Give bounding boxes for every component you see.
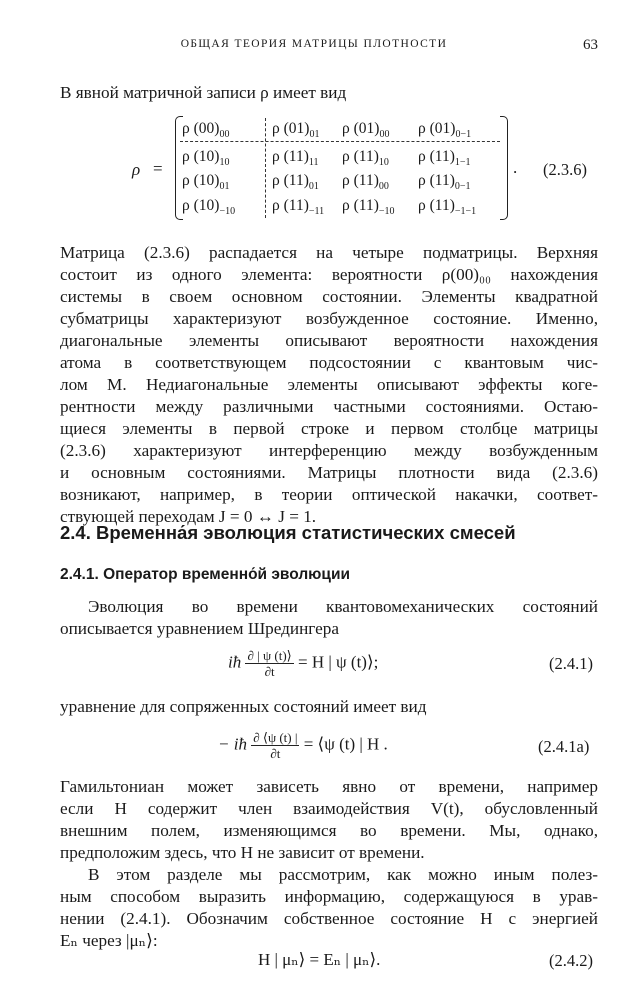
paragraph-line: возникают, например, в теории оптической накачки, соответ- [60,485,598,504]
density-matrix-equation [120,112,530,224]
matrix-cell: ρ $(11)_{-1-1}$ [418,197,477,218]
matrix-period: . [513,158,518,177]
matrix-cell: ρ $(11)_{-10}$ [342,197,395,218]
matrix-cell: ρ $(11)_{-11}$ [272,197,325,218]
paragraph-line: субматрицы характеризуют возбужденное состояние. Именно, [60,309,598,328]
matrix-cell: ρ $(01)_{0-1}$ [418,120,472,141]
matrix-cell: ρ $(11)_{0-1}$ [418,172,471,193]
paragraph-line: и основным состояниями. Матрицы плотности вида (2.3.6) [60,463,598,482]
running-title: ОБЩАЯ ТЕОРИЯ МАТРИЦЫ ПЛОТНОСТИ [180,38,448,50]
paragraph-line: если H содержит член взаимодействия V(t), обусловленный [60,799,598,818]
matrix-cell: ρ $(11)_{01}$ [272,172,319,193]
eigenvalue-equation: H | μₙ⟩ = Eₙ | μₙ⟩. [258,950,381,969]
matrix-cell: ρ $(01)_{01}$ [272,120,320,141]
paragraph-line: ствующей переходам J = 0 ↔ J = 1. [60,507,317,526]
paragraph-line: системы в своем основном состоянии. Элементы квадратной [60,287,598,306]
matrix-cell: ρ $(01)_{00}$ [342,120,390,141]
eq-prefix: iħ [228,652,242,672]
matrix-cell: ρ $(10)_{01}$ [182,172,230,193]
matrix-cell: ρ $(10)_{10}$ [182,148,230,169]
page-number: 63 [583,37,598,53]
paragraph-line: лом M. Недиагональные элементы описывают эффекты коге- [60,375,598,394]
paragraph-line: рентности между различными частными состояниями. Остаю- [60,397,598,416]
matrix-cell: ρ $(00)_{00}$ [182,120,230,141]
matrix-cell: ρ $(11)_{10}$ [342,148,389,169]
paragraph-line: состоит из одного элемента: вероятности ρ(00)₀₀ нахождения [60,265,598,284]
fraction: $\frac{\partial | \psi (t)⟩}{\partial t}$ [247,648,292,679]
paragraph-line: В этом разделе мы рассмотрим, как можно иным полез- [88,865,598,884]
fraction: $\frac{\partial ⟨\psi (t) |}{\partial t}$ [253,730,298,761]
equation-number: (2.3.6) [543,160,587,179]
paragraph-line: атома в соответствующем подсостоянии с квантовым чис- [60,353,598,372]
paragraph-line: Эволюция во времени квантовомеханических состояний [88,597,598,616]
matrix-cell: ρ $(10)_{-10}$ [182,197,236,218]
paragraph-line: Eₙ через |μₙ⟩: [60,931,158,950]
paragraph-line: Матрица (2.3.6) распадается на четыре подматрицы. Верхняя [60,243,598,262]
paragraph-line: нении (2.4.1). Обозначим собственное состояние H с энергией [60,909,598,928]
paragraph-line: диагональные элементы описывают вероятности нахождения [60,331,598,350]
matrix-right-bracket [500,116,508,220]
equation-number: (2.4.1) [549,654,593,673]
paragraph-line: внешним полем, изменяющимся во времени. Мы, однако, [60,821,598,840]
intro-line: В явной матричной записи ρ имеет вид [60,83,347,102]
eq-rhs: = H | ψ (t)⟩; [298,652,379,672]
matrix-vertical-divider [265,118,266,218]
equation-number: (2.4.1a) [538,737,590,756]
running-head [0,38,628,58]
paragraph-line: (2.3.6) характеризуют интерференцию между возбужденным [60,441,598,460]
matrix-cell: ρ $(11)_{1-1}$ [418,148,471,169]
paragraph-line: щиеся элементы в первой строке и первом столбце матрицы [60,419,598,438]
section-heading: 2.4. Временна́я эволюция статистических смесей [60,522,516,543]
eq-rhs: = ⟨ψ (t) | H . [303,734,388,754]
schrodinger-equation [228,648,378,679]
paragraph-line: Гамильтониан может зависеть явно от времени, например [60,777,598,796]
paragraph-line: ным способом выразить информацию, содержащуюся в урав- [60,887,598,906]
matrix-horizontal-divider [180,141,500,142]
matrix-equals: = [153,159,163,178]
paragraph-line: описывается уравнением Шредингера [60,619,339,638]
conjugate-equation [218,730,388,761]
matrix-lhs: ρ [132,160,141,179]
subsection-heading: 2.4.1. Оператор временно́й эволюции [60,566,351,583]
equation-number: (2.4.2) [549,951,593,970]
eq-prefix: − iħ [218,734,247,754]
paragraph-line: предположим здесь, что H не зависит от времени. [60,843,425,862]
matrix-cell: ρ $(11)_{00}$ [342,172,389,193]
paragraph-line: уравнение для сопряженных состояний имеет вид [60,697,427,716]
matrix-cell: ρ $(11)_{11}$ [272,148,319,169]
